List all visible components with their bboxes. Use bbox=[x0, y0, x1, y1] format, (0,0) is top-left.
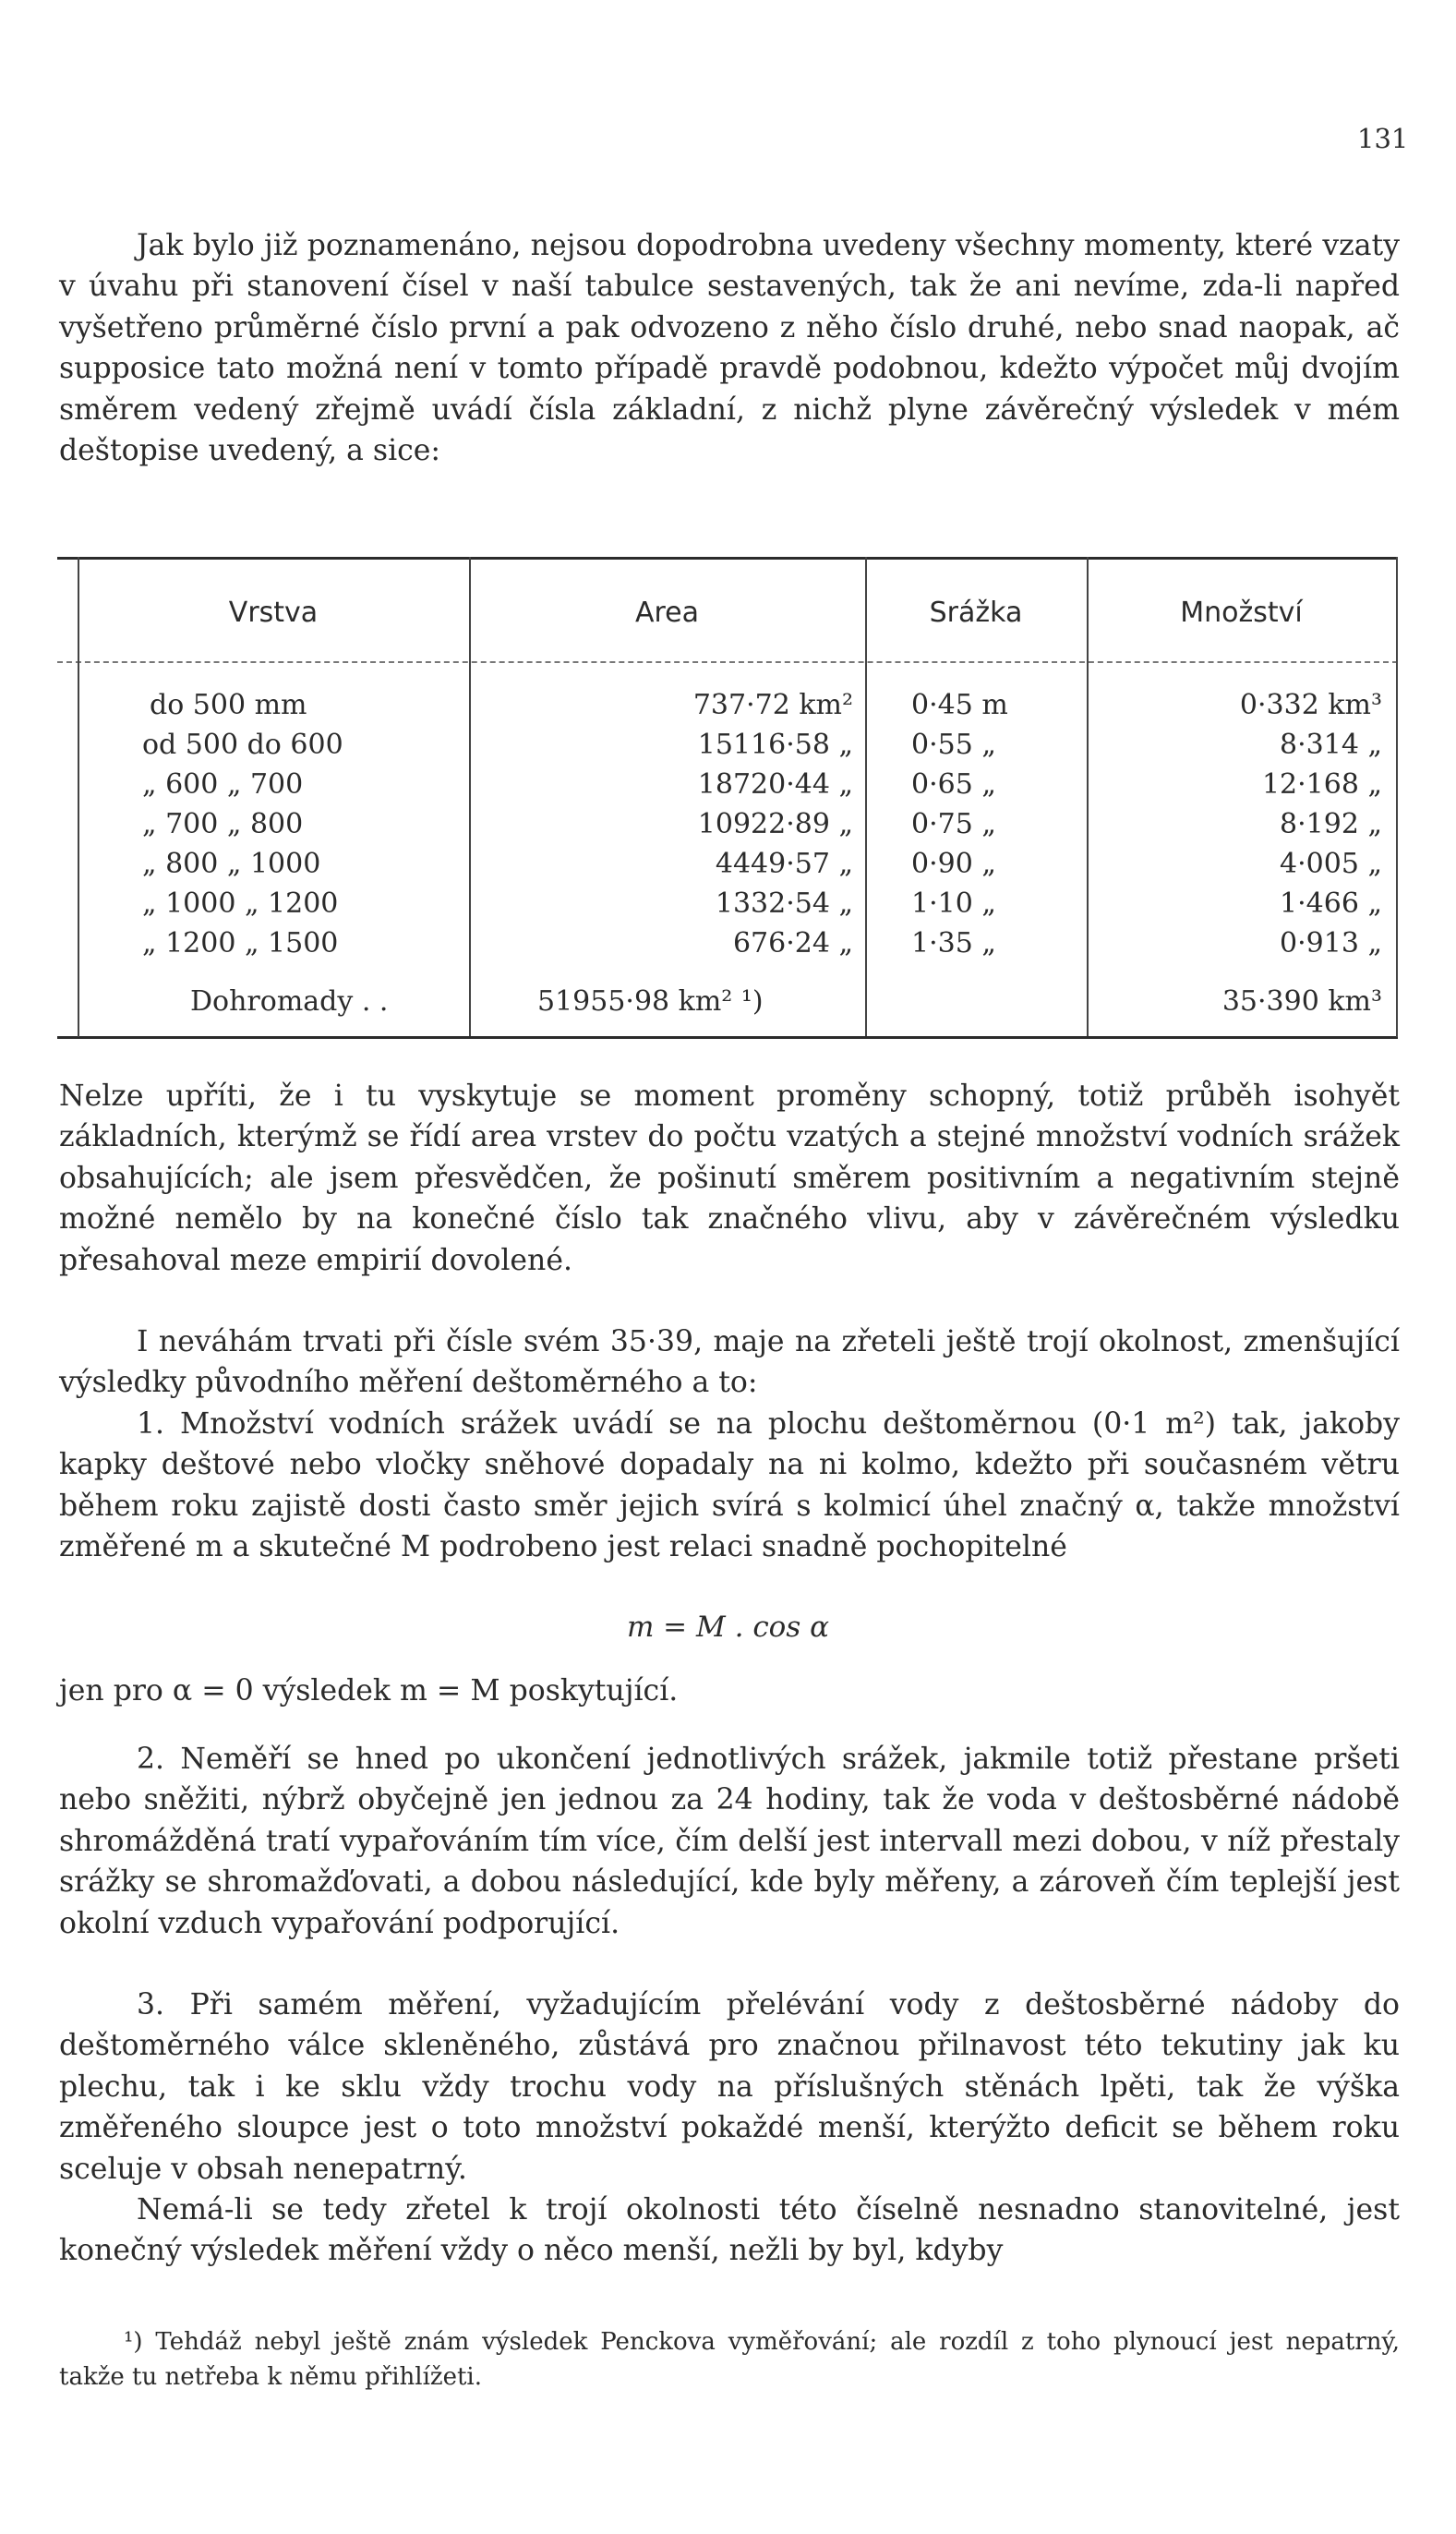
table-bottom-rule bbox=[57, 1036, 1398, 1039]
cell-area: 18720·44 „ bbox=[697, 768, 853, 801]
cell-area: 10922·89 „ bbox=[697, 808, 853, 840]
paragraph-point-3: 3. Při samém měření, vyžadujícím přelévání vody z deštosběrné nádoby do deštoměrného válce skleněného, zůstává pro značnou přilnavost této tekutiny jak ku plechu, tak i ke sklu vždy trochu vody na příslušných stěnách lpěti, tak že výška změřeného sloupce jest o toto množství pokaždé menší, kterýžto deficit se během roku sceluje v obsah nenepatrný. bbox=[59, 1988, 1400, 2186]
footnote: ¹) Tehdáž nebyl ještě znám výsledek Penckova vyměřování; ale rozdíl z toho plynoucí jest nepatrný, takže tu netřeba k němu přihlížeti. bbox=[59, 2328, 1400, 2391]
cell-mnozstvi: 0·332 km³ bbox=[1239, 689, 1382, 721]
cell-mnozstvi: 8·314 „ bbox=[1280, 729, 1382, 761]
cell-area: 676·24 „ bbox=[732, 927, 853, 959]
cell-area: 737·72 km² bbox=[692, 689, 853, 721]
page-number: 131 bbox=[1357, 123, 1409, 154]
cell-srazka: 1·35 „ bbox=[911, 927, 996, 959]
cell-vrstva: do 500 mm bbox=[150, 689, 307, 721]
header-srazka: Srážka bbox=[929, 597, 1023, 629]
cell-mnozstvi: 1·466 „ bbox=[1280, 887, 1382, 920]
cell-srazka: 0·55 „ bbox=[911, 729, 996, 761]
total-area: 51955·98 km² ¹) bbox=[537, 985, 764, 1018]
total-mnozstvi: 35·390 km³ bbox=[1221, 985, 1382, 1018]
cell-vrstva: „ 1000 „ 1200 bbox=[142, 887, 339, 920]
paragraph-formula-note: jen pro α = 0 výsledek m = M poskytující. bbox=[59, 1674, 679, 1707]
cell-mnozstvi: 12·168 „ bbox=[1261, 768, 1382, 801]
paragraph-point-2: 2. Neměří se hned po ukončení jednotlivých srážek, jakmile totiž přestane pršeti nebo sněžiti, nýbrž obyčejně jen jednou za 24 hodiny, tak že voda v deštosběrné nádobě shromážděná tratí vypařováním tím více, čím delší jest intervall mezi dobou, v níž přestaly srážky se shromažďovati, a dobou následující, kde byly měřeny, a zároveň čím teplejší jest okolní vzduch vypařování podporující. bbox=[59, 1743, 1400, 1940]
cell-vrstva: od 500 do 600 bbox=[142, 729, 343, 761]
cell-srazka: 0·65 „ bbox=[911, 768, 996, 801]
header-mnozstvi: Množství bbox=[1180, 597, 1303, 629]
intro-paragraph: Jak bylo již poznamenáno, nejsou dopodrobna uvedeny všechny momenty, které vzaty v úvahu při stanovení čísel v naší tabulce sestavených, tak že ani nevíme, zda-li napřed vyšetřeno průměrné číslo první a pak odvozeno z něho číslo druhé, nebo snad naopak, ač supposice tato možná není v tomto případě pravdě podobnou, kdežto výpočet můj dvojím směrem vedený zřejmě uvádí čísla základní, z nichž plyne závěrečný výsledek v mém deštopise uvedený, a sice: bbox=[59, 229, 1400, 468]
precipitation-table bbox=[57, 557, 1398, 1039]
cell-srazka: 0·75 „ bbox=[911, 808, 996, 840]
formula: m = M . cos α bbox=[626, 1611, 830, 1644]
cell-srazka: 0·45 m bbox=[911, 689, 1008, 721]
paragraph-three-circumstances: I neváhám trvati při čísle svém 35·39, maje na zřeteli ještě trojí okolnost, zmenšující výsledky původního měření deštoměrného a to: bbox=[59, 1325, 1400, 1400]
paragraph-isohyets: Nelze upříti, že i tu vyskytuje se moment proměny schopný, totiž průběh isohyět základních, kterýmž se řídí area vrstev do počtu vzatých a stejné množství vodních srážek obsahujících; ale jsem přesvědčen, že pošinutí směrem positivním a negativním stejně možné nemělo by na konečné číslo tak značného vlivu, aby v závěrečném výsledku přesahoval meze empirií dovolené. bbox=[59, 1080, 1400, 1277]
cell-mnozstvi: 0·913 „ bbox=[1280, 927, 1382, 959]
paragraph-conclusion: Nemá-li se tedy zřetel k trojí okolnosti této číselně nesnadno stanovitelné, jest konečný výsledek měření vždy o něco menší, nežli by byl, kdyby bbox=[59, 2193, 1400, 2268]
cell-vrstva: „ 700 „ 800 bbox=[142, 808, 304, 840]
cell-vrstva: „ 800 „ 1000 bbox=[142, 848, 321, 880]
cell-vrstva: „ 600 „ 700 bbox=[142, 768, 304, 801]
paragraph-point-1: 1. Množství vodních srážek uvádí se na plochu deštoměrnou (0·1 m²) tak, jakoby kapky deštové nebo vločky sněhové dopadaly na ni kolmo, kdežto při současném větru během roku zajistě dosti často směr jejich svírá s kolmicí úhel značný α, takže množství změřené m a skutečné M podrobeno jest relaci snadně pochopitelné bbox=[59, 1407, 1400, 1564]
cell-mnozstvi: 8·192 „ bbox=[1280, 808, 1382, 840]
cell-area: 1332·54 „ bbox=[715, 887, 853, 920]
cell-srazka: 0·90 „ bbox=[911, 848, 996, 880]
table-top-rule bbox=[57, 557, 1398, 560]
header-area: Area bbox=[634, 597, 700, 629]
table-header-rule bbox=[57, 661, 1398, 663]
cell-mnozstvi: 4·005 „ bbox=[1280, 848, 1382, 880]
cell-area: 4449·57 „ bbox=[715, 848, 853, 880]
total-label: Dohromady . . bbox=[190, 985, 389, 1018]
cell-srazka: 1·10 „ bbox=[911, 887, 996, 920]
cell-vrstva: „ 1200 „ 1500 bbox=[142, 927, 339, 959]
header-vrstva: Vrstva bbox=[228, 597, 319, 629]
cell-area: 15116·58 „ bbox=[697, 729, 853, 761]
